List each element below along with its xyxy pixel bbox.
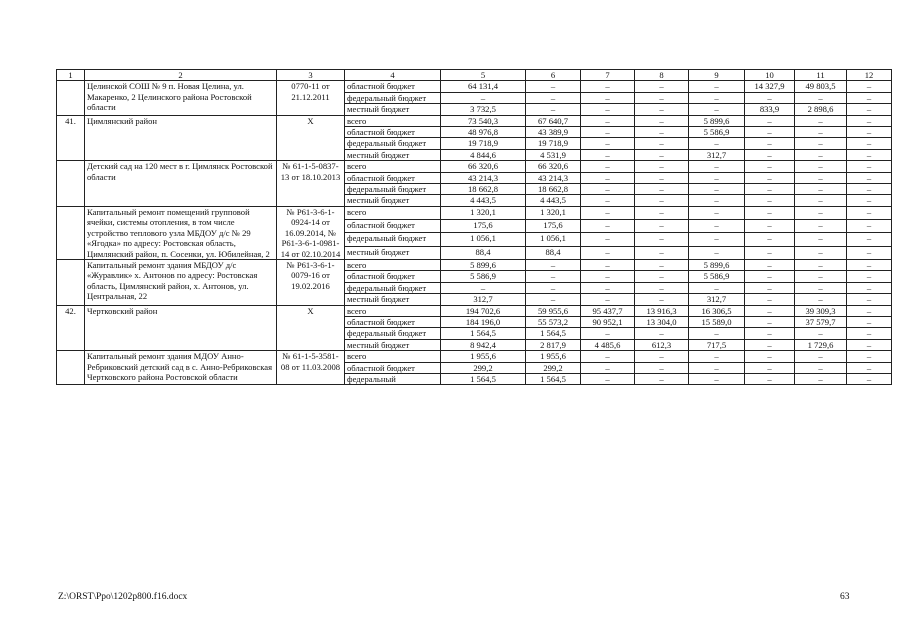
funding-source: федеральный бюджет [345,92,441,103]
value-cell: – [745,149,795,160]
value-cell: – [581,127,635,138]
value-cell: 4 844,6 [441,149,526,160]
value-cell: – [847,328,892,339]
value-cell: – [635,328,689,339]
document-ref: № Р61-3-6-1-0079-16 от 19.02.2016 [277,259,345,305]
header-cell: 12 [847,70,892,81]
value-cell: – [795,184,847,195]
value-cell: – [635,271,689,282]
value-cell: – [847,294,892,305]
object-name: Капитальный ремонт помещений групповой ячейки, системы отопления, в том числе устройство теплового узла МБДОУ д/с № 29 «Ягодка» по адресу: Ростовская область, Цимлянский район, п. Сосенки, ул. Юбилейная, 2 [85,206,277,259]
funding-source: всего [345,259,441,270]
value-cell: – [745,246,795,259]
value-cell: 5 586,9 [689,271,745,282]
value-cell: – [581,184,635,195]
value-cell: – [795,161,847,172]
value-cell: – [847,362,892,373]
row-number: 41. [57,115,85,161]
value-cell: – [581,259,635,270]
document-ref: № Р61-3-6-1-0924-14 от 16.09.2014, № Р61-3-6-1-0981-14 от 02.10.2014 [277,206,345,259]
value-cell: – [745,172,795,183]
object-name: Детский сад на 120 мест в г. Цимлянск Ростовской области [85,161,277,207]
table-row [57,351,892,362]
value-cell: – [745,127,795,138]
funding-source: областной бюджет [345,362,441,373]
value-cell: – [581,362,635,373]
value-cell: – [689,161,745,172]
value-cell: – [847,282,892,293]
document-ref: Х [277,115,345,161]
value-cell: – [635,115,689,126]
value-cell: 4 485,6 [581,339,635,350]
value-cell: – [635,184,689,195]
value-cell: – [635,220,689,233]
funding-source: местный бюджет [345,339,441,350]
table-row [57,206,892,219]
value-cell: 1 056,1 [526,233,581,246]
value-cell: – [745,339,795,350]
value-cell: – [581,104,635,115]
value-cell: – [689,233,745,246]
value-cell: – [635,362,689,373]
value-cell: – [581,351,635,362]
value-cell: – [745,282,795,293]
value-cell: – [795,115,847,126]
value-cell: 194 702,6 [441,305,526,316]
value-cell: – [847,138,892,149]
funding-source: федеральный бюджет [345,184,441,195]
value-cell: – [745,220,795,233]
funding-source: областной бюджет [345,271,441,282]
document-ref: № 61-1-5-0837-13 от 18.10.2013 [277,161,345,207]
value-cell: 1 955,6 [441,351,526,362]
value-cell: – [795,351,847,362]
value-cell: 5 899,6 [689,115,745,126]
value-cell: – [745,305,795,316]
document-ref: 0770-11 от 21.12.2011 [277,81,345,115]
row-number [57,161,85,207]
value-cell: – [795,195,847,206]
value-cell: 1 056,1 [441,233,526,246]
value-cell: 39 309,3 [795,305,847,316]
funding-source: местный бюджет [345,195,441,206]
value-cell: 73 540,3 [441,115,526,126]
value-cell: – [847,373,892,384]
value-cell: – [847,184,892,195]
value-cell: 1 564,5 [526,328,581,339]
value-cell: – [581,220,635,233]
value-cell: 8 942,4 [441,339,526,350]
value-cell: – [635,127,689,138]
value-cell: 18 662,8 [441,184,526,195]
value-cell: – [689,373,745,384]
value-cell: 49 803,5 [795,81,847,92]
value-cell: 64 131,4 [441,81,526,92]
value-cell: 55 573,2 [526,316,581,327]
value-cell: – [745,206,795,219]
value-cell: – [526,282,581,293]
header-cell: 1 [57,70,85,81]
funding-source: всего [345,161,441,172]
value-cell: – [689,81,745,92]
value-cell: – [745,316,795,327]
value-cell: – [689,220,745,233]
value-cell: – [795,206,847,219]
value-cell: – [795,259,847,270]
value-cell: – [745,233,795,246]
value-cell: – [745,294,795,305]
value-cell: – [745,259,795,270]
value-cell: – [581,294,635,305]
value-cell: 5 586,9 [689,127,745,138]
value-cell: 59 955,6 [526,305,581,316]
object-name: Целинской СОШ № 9 п. Новая Целина, ул. Макаренко, 2 Целинского района Ростовской области [85,81,277,115]
value-cell: 67 640,7 [526,115,581,126]
value-cell: – [635,351,689,362]
value-cell: 312,7 [689,149,745,160]
table-row [57,161,892,172]
value-cell: – [635,161,689,172]
value-cell: – [635,206,689,219]
value-cell: – [847,92,892,103]
row-number [57,351,85,385]
value-cell: – [581,161,635,172]
value-cell: – [581,138,635,149]
value-cell: – [581,282,635,293]
value-cell: – [581,271,635,282]
funding-source: местный бюджет [345,294,441,305]
value-cell: – [847,195,892,206]
value-cell: 14 327,9 [745,81,795,92]
value-cell: – [847,233,892,246]
funding-source: областной бюджет [345,220,441,233]
value-cell: – [689,351,745,362]
value-cell: – [745,138,795,149]
value-cell: – [795,246,847,259]
funding-source: федеральный бюджет [345,233,441,246]
value-cell: 1 564,5 [526,373,581,384]
value-cell: – [795,233,847,246]
value-cell: – [847,316,892,327]
value-cell: – [689,92,745,103]
row-number [57,81,85,115]
value-cell: – [795,138,847,149]
value-cell: – [689,328,745,339]
funding-source: областной бюджет [345,172,441,183]
header-cell: 2 [85,70,277,81]
document-ref: № 61-1-5-3581-08 от 11.03.2008 [277,351,345,385]
value-cell: – [526,104,581,115]
value-cell: – [847,246,892,259]
value-cell: – [635,259,689,270]
value-cell: – [689,138,745,149]
funding-source: всего [345,351,441,362]
value-cell: – [689,184,745,195]
value-cell: – [847,104,892,115]
value-cell: – [745,362,795,373]
value-cell: – [581,195,635,206]
funding-source: областной бюджет [345,127,441,138]
value-cell: – [689,362,745,373]
value-cell: – [847,305,892,316]
value-cell: – [526,92,581,103]
value-cell: – [689,206,745,219]
value-cell: – [689,282,745,293]
funding-source: федеральный [345,373,441,384]
value-cell: – [635,294,689,305]
file-path: Z:\ORST\Ppo\1202p800.f16.docx [58,592,188,602]
value-cell: – [847,127,892,138]
value-cell: – [795,373,847,384]
value-cell: 66 320,6 [526,161,581,172]
value-cell: 16 306,5 [689,305,745,316]
value-cell: – [526,294,581,305]
value-cell: – [795,172,847,183]
value-cell: 312,7 [689,294,745,305]
table-row [57,81,892,92]
value-cell: – [689,246,745,259]
value-cell: – [847,220,892,233]
value-cell: – [635,195,689,206]
funding-source: всего [345,305,441,316]
page-number: 63 [840,592,850,602]
value-cell: – [635,282,689,293]
funding-source: областной бюджет [345,316,441,327]
value-cell: – [847,149,892,160]
value-cell: – [635,246,689,259]
value-cell: – [581,328,635,339]
value-cell: 13 916,3 [635,305,689,316]
value-cell: 833,9 [745,104,795,115]
row-number: 42. [57,305,85,351]
value-cell: – [635,104,689,115]
value-cell: – [745,271,795,282]
value-cell: 18 662,8 [526,184,581,195]
value-cell: 43 214,3 [441,172,526,183]
value-cell: – [689,195,745,206]
value-cell: – [795,271,847,282]
value-cell: – [745,161,795,172]
header-cell: 10 [745,70,795,81]
value-cell: – [581,115,635,126]
value-cell: – [635,149,689,160]
value-cell: 4 443,5 [441,195,526,206]
value-cell: – [689,104,745,115]
value-cell: – [795,149,847,160]
table-row [57,115,892,126]
funding-source: всего [345,206,441,219]
value-cell: – [441,282,526,293]
value-cell: – [795,220,847,233]
funding-source: местный бюджет [345,104,441,115]
value-cell: – [635,92,689,103]
value-cell: 15 589,0 [689,316,745,327]
value-cell: – [581,373,635,384]
value-cell: – [581,172,635,183]
value-cell: – [847,172,892,183]
value-cell: 13 304,0 [635,316,689,327]
value-cell: – [581,233,635,246]
value-cell: 19 718,9 [526,138,581,149]
value-cell: 1 955,6 [526,351,581,362]
object-name: Капитальный ремонт здания МБДОУ д/с «Журавлик» х. Антонов по адресу: Ростовская область, Цимлянский район, х. Антонов, ул. Центральная, 22 [85,259,277,305]
value-cell: – [745,195,795,206]
value-cell: – [581,246,635,259]
row-number [57,206,85,259]
object-name: Чертковский район [85,305,277,351]
value-cell: 95 437,7 [581,305,635,316]
value-cell: 2 817,9 [526,339,581,350]
value-cell: – [635,81,689,92]
value-cell: – [635,233,689,246]
value-cell: 299,2 [441,362,526,373]
value-cell: – [795,328,847,339]
header-cell: 5 [441,70,526,81]
value-cell: 717,5 [689,339,745,350]
value-cell: – [745,351,795,362]
value-cell: 48 976,8 [441,127,526,138]
value-cell: 1 729,6 [795,339,847,350]
value-cell: – [795,294,847,305]
header-cell: 4 [345,70,441,81]
table-row [57,259,892,270]
value-cell: 1 564,5 [441,328,526,339]
object-name: Капитальный ремонт здания МДОУ Анно-Ребриковский детский сад в с. Анно-Ребриковская Чертковского района Ростовской области [85,351,277,385]
value-cell: – [689,172,745,183]
value-cell: 5 899,6 [441,259,526,270]
value-cell: 612,3 [635,339,689,350]
value-cell: – [847,161,892,172]
value-cell: 2 898,6 [795,104,847,115]
value-cell: 37 579,7 [795,316,847,327]
header-cell: 8 [635,70,689,81]
value-cell: 5 586,9 [441,271,526,282]
value-cell: 88,4 [526,246,581,259]
value-cell: 184 196,0 [441,316,526,327]
value-cell: 4 531,9 [526,149,581,160]
value-cell: – [847,206,892,219]
value-cell: 312,7 [441,294,526,305]
value-cell: – [745,92,795,103]
budget-table [56,69,892,385]
value-cell: – [847,259,892,270]
value-cell: 90 952,1 [581,316,635,327]
header-cell: 9 [689,70,745,81]
value-cell: – [795,127,847,138]
value-cell: 175,6 [526,220,581,233]
value-cell: – [745,184,795,195]
funding-source: местный бюджет [345,149,441,160]
header-cell: 7 [581,70,635,81]
value-cell: 1 564,5 [441,373,526,384]
value-cell: – [581,81,635,92]
value-cell: – [635,138,689,149]
value-cell: 43 389,9 [526,127,581,138]
funding-source: местный бюджет [345,246,441,259]
value-cell: 1 320,1 [441,206,526,219]
value-cell: 1 320,1 [526,206,581,219]
value-cell: – [795,362,847,373]
value-cell: 3 732,5 [441,104,526,115]
value-cell: – [581,92,635,103]
header-cell: 3 [277,70,345,81]
value-cell: – [581,149,635,160]
row-number [57,259,85,305]
value-cell: – [847,81,892,92]
value-cell: – [526,81,581,92]
value-cell: – [745,373,795,384]
value-cell: – [441,92,526,103]
funding-source: областной бюджет [345,81,441,92]
document-ref: Х [277,305,345,351]
value-cell: – [581,206,635,219]
value-cell: – [745,328,795,339]
funding-source: федеральный бюджет [345,328,441,339]
value-cell: – [635,172,689,183]
value-cell: – [526,259,581,270]
header-cell: 6 [526,70,581,81]
value-cell: – [847,271,892,282]
funding-source: федеральный бюджет [345,138,441,149]
value-cell: 175,6 [441,220,526,233]
value-cell: – [635,373,689,384]
value-cell: – [847,351,892,362]
header-cell: 11 [795,70,847,81]
funding-source: всего [345,115,441,126]
header-row [57,70,892,81]
value-cell: 4 443,5 [526,195,581,206]
value-cell: – [526,271,581,282]
object-name: Цимлянский район [85,115,277,161]
value-cell: – [745,115,795,126]
value-cell: 88,4 [441,246,526,259]
funding-source: федеральный бюджет [345,282,441,293]
value-cell: – [795,282,847,293]
table-row [57,305,892,316]
value-cell: 43 214,3 [526,172,581,183]
value-cell: – [847,115,892,126]
value-cell: 299,2 [526,362,581,373]
value-cell: – [847,339,892,350]
value-cell: – [795,92,847,103]
value-cell: 66 320,6 [441,161,526,172]
value-cell: 19 718,9 [441,138,526,149]
value-cell: 5 899,6 [689,259,745,270]
